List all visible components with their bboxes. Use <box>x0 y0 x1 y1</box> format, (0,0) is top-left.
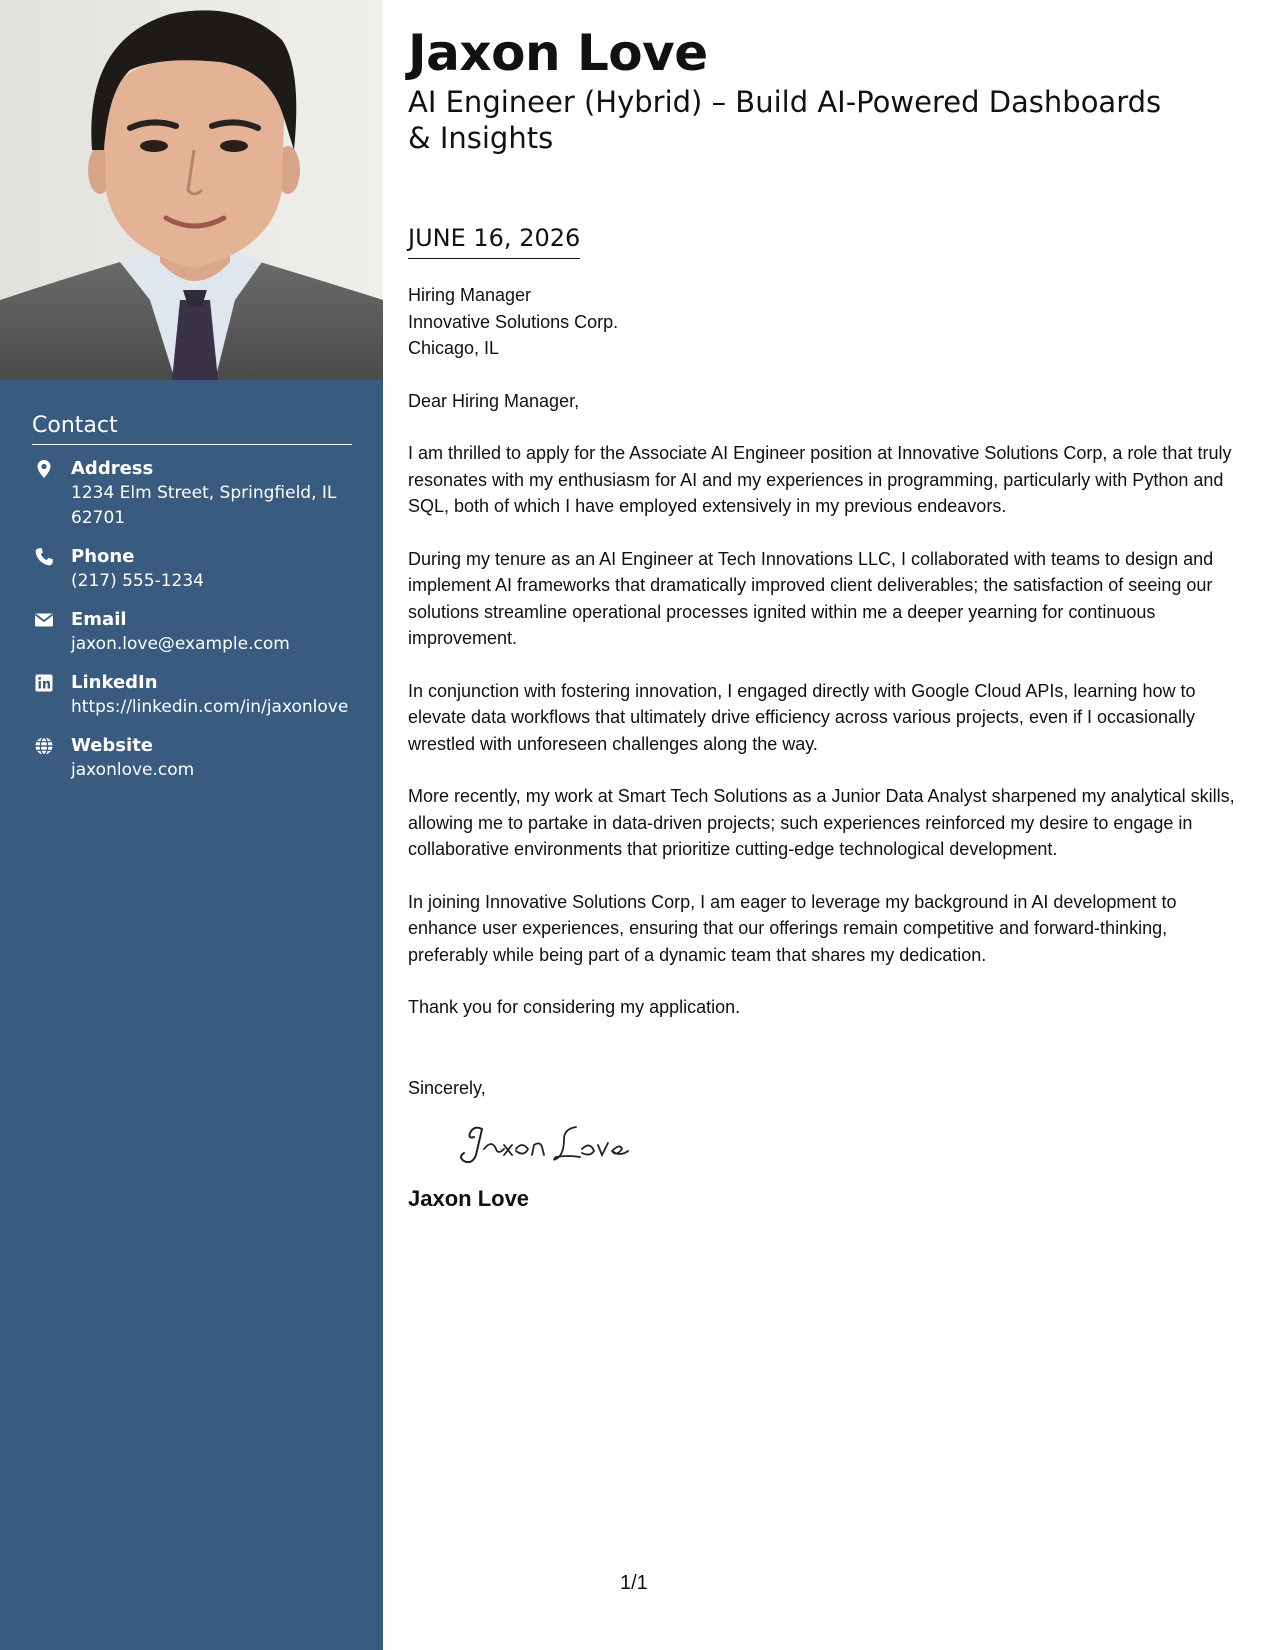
paragraph: During my tenure as an AI Engineer at Tech Innovations LLC, I collaborated with teams to design and implement AI frameworks that dramatically improved client deliverables; the satisfaction of seeing our solutions streamline operational processes ignited within me a deeper yearning for continuous improvement. <box>408 548 1214 648</box>
website-value[interactable]: jaxonlove.com <box>71 760 195 780</box>
recipient-line: Chicago, IL <box>408 338 500 358</box>
envelope-icon <box>34 610 54 630</box>
letter-date: JUNE 16, 2026 <box>408 222 580 259</box>
contact-item-address <box>32 457 352 531</box>
email-value[interactable]: jaxon.love@example.com <box>71 634 290 654</box>
signed-name: Jaxon Love <box>408 1186 530 1211</box>
address-label: Address <box>71 458 154 479</box>
contact-item-website <box>32 734 352 783</box>
address-value: 1234 Elm Street, Springfield, IL 62701 <box>71 483 337 528</box>
paragraph: More recently, my work at Smart Tech Solutions as a Junior Data Analyst sharpened my analytical skills, allowing me to partake in data-driven projects; such experiences reinforced my desire to engage in collaborative environments that prioritize cutting-edge technological development. <box>408 786 1235 859</box>
linkedin-icon <box>34 673 54 693</box>
closing: Sincerely, <box>408 1077 486 1098</box>
email-label: Email <box>71 609 127 630</box>
profile-photo <box>0 0 383 380</box>
phone-icon <box>34 547 54 567</box>
recipient-line: Hiring Manager <box>408 285 532 305</box>
applicant-name: Jaxon Love <box>408 24 708 82</box>
website-label: Website <box>71 735 154 756</box>
paragraph: In conjunction with fostering innovation, I engaged directly with Google Cloud APIs, learning how to elevate data workflows that ultimately drive efficiency across various projects, even if I occasionally wrestled with unforeseen challenges along the way. <box>408 680 1196 754</box>
globe-icon <box>34 736 54 756</box>
linkedin-label: LinkedIn <box>71 672 158 693</box>
recipient-block <box>408 282 1246 362</box>
contact-title: Contact <box>32 412 352 445</box>
page-number: 1/1 <box>620 1572 648 1594</box>
contact-item-email <box>32 608 352 657</box>
paragraph: I am thrilled to apply for the Associate AI Engineer position at Innovative Solutions Corp, a role that truly resonates with my enthusiasm for AI and my experiences in programming, particularly with Python and SQL, both of which I have employed extensively in my previous endeavors. <box>408 443 1232 516</box>
sidebar <box>0 0 383 1650</box>
letter-body <box>408 282 1246 1213</box>
paragraph: In joining Innovative Solutions Corp, I am eager to leverage my background in AI development to enhance user experiences, ensuring that our offerings remain competitive and forward-thinking, preferably while being part of a dynamic team that shares my dedication. <box>408 891 1177 965</box>
location-pin-icon <box>34 459 54 479</box>
phone-label: Phone <box>71 546 135 567</box>
contact-item-linkedin <box>32 671 352 720</box>
main-content <box>408 22 1248 1211</box>
handwritten-signature <box>452 1115 1246 1175</box>
contact-item-phone <box>32 545 352 594</box>
phone-value: (217) 555-1234 <box>71 571 204 591</box>
job-title: AI Engineer (Hybrid) – Build AI-Powered Dashboards & Insights <box>408 85 1162 155</box>
contact-section <box>32 412 352 797</box>
salutation: Dear Hiring Manager, <box>408 390 580 411</box>
paragraph: Thank you for considering my application. <box>408 997 741 1017</box>
linkedin-value[interactable]: https://linkedin.com/in/jaxonlove <box>71 697 349 717</box>
recipient-line: Innovative Solutions Corp. <box>408 311 619 332</box>
